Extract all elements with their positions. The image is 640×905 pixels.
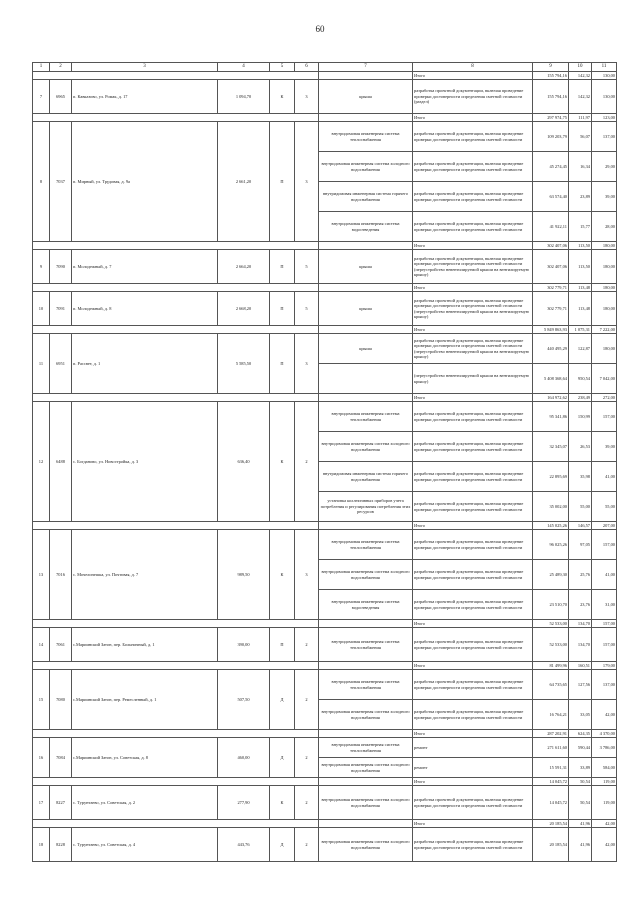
table-row bbox=[33, 250, 617, 284]
house-area: 460,00 bbox=[218, 738, 270, 778]
house-class: Д bbox=[270, 738, 295, 778]
row-number: 17 bbox=[33, 786, 50, 820]
unit-cost: 97,05 bbox=[569, 530, 592, 560]
total-cost: 5 849 863,93 bbox=[533, 326, 569, 334]
total-row bbox=[33, 114, 617, 122]
house-floors: 3 bbox=[295, 334, 319, 394]
cost-value: 155 794,16 bbox=[533, 80, 569, 114]
house-address: с.Мариинский Затон, пер. Больничный, д. 1 bbox=[72, 628, 218, 662]
house-class: К bbox=[270, 402, 295, 522]
unit-cost: 950,54 bbox=[569, 364, 592, 394]
cost-value: 45 274,45 bbox=[533, 152, 569, 182]
unit-cost: 113,48 bbox=[569, 292, 592, 326]
house-code: 7037 bbox=[50, 122, 72, 242]
total-spacer-2 bbox=[319, 778, 413, 786]
total-label: Итого bbox=[413, 778, 533, 786]
limit-cost: 42,00 bbox=[592, 700, 617, 730]
work-type: разработка проектной документации, включая проведение проверки достоверности определения сметной стоимости bbox=[413, 182, 533, 212]
total-cost: 287 202,91 bbox=[533, 730, 569, 738]
system-name: внутридомовая инженерная система теплоснабжения bbox=[319, 670, 413, 700]
total-row bbox=[33, 620, 617, 628]
total-spacer-2 bbox=[319, 242, 413, 250]
house-code: 6965 bbox=[50, 80, 72, 114]
table-row bbox=[33, 122, 617, 152]
column-header: 10 bbox=[569, 63, 592, 72]
unit-cost: 33,89 bbox=[569, 758, 592, 778]
house-floors: 2 bbox=[295, 402, 319, 522]
table-row bbox=[33, 530, 617, 560]
total-spacer-2 bbox=[319, 394, 413, 402]
system-name: внутридомовая инженерная система холодного водоснабжения bbox=[319, 758, 413, 778]
work-type: разработка проектной документации, включая проведение проверки достоверности определения сметной стоимости bbox=[413, 122, 533, 152]
limit-cost: 119,00 bbox=[592, 786, 617, 820]
total-cost: 20 185,54 bbox=[533, 820, 569, 828]
system-name: внутридомовая инженерная система холодного водоснабжения bbox=[319, 828, 413, 862]
house-code: 7061 bbox=[50, 628, 72, 662]
row-number: 12 bbox=[33, 402, 50, 522]
unit-cost: 113,50 bbox=[569, 250, 592, 284]
table-row bbox=[33, 334, 617, 364]
limit-cost: 137,00 bbox=[592, 670, 617, 700]
total-unit-cost: 624,35 bbox=[569, 730, 592, 738]
house-class: П bbox=[270, 292, 295, 326]
cost-value: 96 025,26 bbox=[533, 530, 569, 560]
house-area: 1 094,70 bbox=[218, 80, 270, 114]
total-spacer bbox=[33, 662, 319, 670]
work-type: разработка проектной документации, включая проведение проверки достоверности определения сметной стоимости (переустройство невентилируемой крыши на вентилируемую крышу) bbox=[413, 250, 533, 284]
system-name: внутридомовая инженерная система теплоснабжения bbox=[319, 738, 413, 758]
total-spacer bbox=[33, 778, 319, 786]
total-spacer-2 bbox=[319, 730, 413, 738]
house-class: П bbox=[270, 122, 295, 242]
total-unit-cost: 238,49 bbox=[569, 394, 592, 402]
system-name: внутридомовая инженерная система холодного водоснабжения bbox=[319, 432, 413, 462]
total-label: Итого bbox=[413, 72, 533, 80]
cost-value: 41 922,11 bbox=[533, 212, 569, 242]
row-number: 15 bbox=[33, 670, 50, 730]
column-header: 8 bbox=[413, 63, 533, 72]
system-name: внутридомовая инженерная система теплоснабжения bbox=[319, 628, 413, 662]
total-spacer bbox=[33, 242, 319, 250]
house-area: 5 585,50 bbox=[218, 334, 270, 394]
header-row bbox=[33, 63, 617, 72]
row-number: 7 bbox=[33, 80, 50, 114]
total-unit-cost: 113,50 bbox=[569, 242, 592, 250]
cost-value: 5 408 368,64 bbox=[533, 364, 569, 394]
unit-cost: 33,05 bbox=[569, 700, 592, 730]
house-address: с. Турунтаево, ул. Советская, д. 2 bbox=[72, 786, 218, 820]
table-row bbox=[33, 670, 617, 700]
total-unit-cost: 41,96 bbox=[569, 820, 592, 828]
house-floors: 2 bbox=[295, 738, 319, 778]
unit-cost: 590,44 bbox=[569, 738, 592, 758]
cost-value: 52 533,00 bbox=[533, 628, 569, 662]
unit-cost: 26,53 bbox=[569, 432, 592, 462]
total-spacer bbox=[33, 284, 319, 292]
house-code: 7016 bbox=[50, 530, 72, 620]
unit-cost: 23,89 bbox=[569, 182, 592, 212]
house-area: 2 661,20 bbox=[218, 122, 270, 242]
limit-cost: 137,00 bbox=[592, 122, 617, 152]
total-label: Итого bbox=[413, 326, 533, 334]
cost-value: 35 002,00 bbox=[533, 492, 569, 522]
system-name: внутридомовая инженерная система горячего водоснабжения bbox=[319, 462, 413, 492]
limit-cost: 41,00 bbox=[592, 462, 617, 492]
row-number: 11 bbox=[33, 334, 50, 394]
column-header: 5 bbox=[270, 63, 295, 72]
house-address: с. Турунтаево, ул. Советская, д. 4 bbox=[72, 828, 218, 862]
house-code: 7084 bbox=[50, 738, 72, 778]
system-name: внутридомовая инженерная система горячего водоснабжения bbox=[319, 182, 413, 212]
work-type: разработка проектной документации, включая проведение проверки достоверности определения сметной стоимости bbox=[413, 432, 533, 462]
system-name: крыша bbox=[319, 250, 413, 284]
house-code: 6488 bbox=[50, 402, 72, 522]
unit-cost: 35,98 bbox=[569, 462, 592, 492]
house-class: К bbox=[270, 530, 295, 620]
total-label: Итого bbox=[413, 242, 533, 250]
house-floors: 2 bbox=[295, 786, 319, 820]
total-row bbox=[33, 326, 617, 334]
system-name: внутридомовая инженерная система водоотведения bbox=[319, 590, 413, 620]
cost-value: 15 591,31 bbox=[533, 758, 569, 778]
house-floors: 3 bbox=[295, 122, 319, 242]
total-unit-cost: 146,57 bbox=[569, 522, 592, 530]
table-row bbox=[33, 292, 617, 326]
house-class: К bbox=[270, 786, 295, 820]
house-class: П bbox=[270, 334, 295, 394]
total-cost: 14 045,72 bbox=[533, 778, 569, 786]
house-address: п. Мирный, ул. Трудовая, д. 9а bbox=[72, 122, 218, 242]
total-cost: 302 779,71 bbox=[533, 284, 569, 292]
work-type: разработка проектной документации, включая проведение проверки достоверности определения сметной стоимости bbox=[413, 590, 533, 620]
total-row bbox=[33, 730, 617, 738]
total-spacer-2 bbox=[319, 114, 413, 122]
house-floors: 2 bbox=[295, 828, 319, 862]
column-header: 7 bbox=[319, 63, 413, 72]
column-header: 2 bbox=[50, 63, 72, 72]
total-cost: 164 972,62 bbox=[533, 394, 569, 402]
total-spacer bbox=[33, 730, 319, 738]
work-type: разработка проектной документации, включая проведение проверки достоверности определения сметной стоимости bbox=[413, 786, 533, 820]
limit-cost: 29,00 bbox=[592, 152, 617, 182]
total-spacer-2 bbox=[319, 662, 413, 670]
cost-value: 32 345,07 bbox=[533, 432, 569, 462]
work-type: ремонт bbox=[413, 738, 533, 758]
system-name: внутридомовая инженерная система теплоснабжения bbox=[319, 530, 413, 560]
total-cost: 155 794,16 bbox=[533, 72, 569, 80]
limit-cost: 180,00 bbox=[592, 292, 617, 326]
house-area: 443,76 bbox=[218, 828, 270, 862]
house-address: с.Мариинский Затон, пер. Ремесленный, д. 1 bbox=[72, 670, 218, 730]
house-class: П bbox=[270, 628, 295, 662]
house-area: 507,50 bbox=[218, 670, 270, 730]
total-unit-cost: 142,32 bbox=[569, 72, 592, 80]
cost-value: 95 341,86 bbox=[533, 402, 569, 432]
house-class: Д bbox=[270, 828, 295, 862]
table-row bbox=[33, 828, 617, 862]
row-number: 18 bbox=[33, 828, 50, 862]
unit-cost: 23,76 bbox=[569, 590, 592, 620]
house-area: 989,50 bbox=[218, 530, 270, 620]
work-type: разработка проектной документации, включая проведение проверки достоверности определения сметной стоимости bbox=[413, 402, 533, 432]
total-limit: 272,00 bbox=[592, 394, 617, 402]
house-address: п. Рассвет, д. 1 bbox=[72, 334, 218, 394]
total-cost: 81 499,96 bbox=[533, 662, 569, 670]
house-area: 2 668,20 bbox=[218, 292, 270, 326]
total-row bbox=[33, 72, 617, 80]
table-row bbox=[33, 80, 617, 114]
total-spacer-2 bbox=[319, 72, 413, 80]
total-spacer-2 bbox=[319, 820, 413, 828]
page-number: 60 bbox=[315, 24, 325, 34]
cost-value: 271 611,60 bbox=[533, 738, 569, 758]
total-limit: 119,00 bbox=[592, 778, 617, 786]
unit-cost: 15,77 bbox=[569, 212, 592, 242]
cost-value: 302 407,06 bbox=[533, 250, 569, 284]
house-floors: 5 bbox=[295, 292, 319, 326]
table-row bbox=[33, 738, 617, 758]
limit-cost: 130,00 bbox=[592, 80, 617, 114]
total-limit: 180,00 bbox=[592, 284, 617, 292]
limit-cost: 180,00 bbox=[592, 334, 617, 364]
total-spacer bbox=[33, 820, 319, 828]
unit-cost: 142,32 bbox=[569, 80, 592, 114]
work-type: разработка проектной документации, включая проведение проверки достоверности определения сметной стоимости (переустройство невентилируемой крыши на вентилируемую крышу) bbox=[413, 334, 533, 364]
house-area: 390,00 bbox=[218, 628, 270, 662]
cost-value: 109 203,79 bbox=[533, 122, 569, 152]
total-limit: 157,00 bbox=[592, 620, 617, 628]
total-row bbox=[33, 284, 617, 292]
column-header: 4 bbox=[218, 63, 270, 72]
total-row bbox=[33, 242, 617, 250]
row-number: 13 bbox=[33, 530, 50, 620]
cost-value: 64 735,65 bbox=[533, 670, 569, 700]
total-row bbox=[33, 820, 617, 828]
total-spacer bbox=[33, 522, 319, 530]
total-unit-cost: 1 075,31 bbox=[569, 326, 592, 334]
house-address: с.Мариинский Затон, ул. Советская, д. 8 bbox=[72, 738, 218, 778]
house-address: с. Мочеличешка, ул. Почтовая, д. 7 bbox=[72, 530, 218, 620]
limit-cost: 55,00 bbox=[592, 492, 617, 522]
total-limit: 7 222,00 bbox=[592, 326, 617, 334]
unit-cost: 150,99 bbox=[569, 402, 592, 432]
house-class: П bbox=[270, 250, 295, 284]
total-spacer bbox=[33, 620, 319, 628]
unit-cost: 55,00 bbox=[569, 492, 592, 522]
cost-value: 63 574,40 bbox=[533, 182, 569, 212]
system-name: внутридомовая инженерная система холодного водоснабжения bbox=[319, 700, 413, 730]
limit-cost: 3 786,00 bbox=[592, 738, 617, 758]
work-type: разработка проектной документации, включая проведение проверки достоверности определения сметной стоимости bbox=[413, 628, 533, 662]
column-header: 11 bbox=[592, 63, 617, 72]
unit-cost: 16,34 bbox=[569, 152, 592, 182]
house-code: 7080 bbox=[50, 670, 72, 730]
work-type: разработка проектной документации, включая проведение проверки достоверности определения сметной стоимости bbox=[413, 530, 533, 560]
house-address: п. Кавказово, ул. Ромак, д. 17 bbox=[72, 80, 218, 114]
limit-cost: 7 042,00 bbox=[592, 364, 617, 394]
cost-value: 14 045,72 bbox=[533, 786, 569, 820]
work-type: разработка проектной документации, включая проведение проверки достоверности определения сметной стоимости bbox=[413, 828, 533, 862]
total-unit-cost: 160,51 bbox=[569, 662, 592, 670]
unit-cost: 56,07 bbox=[569, 122, 592, 152]
system-name: внутридомовая инженерная система теплоснабжения bbox=[319, 402, 413, 432]
limit-cost: 31,00 bbox=[592, 590, 617, 620]
total-cost: 302 407,06 bbox=[533, 242, 569, 250]
work-type: разработка проектной документации, включая проведение проверки достоверности определения сметной стоимости bbox=[413, 560, 533, 590]
total-spacer bbox=[33, 114, 319, 122]
table-body bbox=[33, 63, 617, 862]
total-spacer-2 bbox=[319, 620, 413, 628]
work-type: разработка проектной документации, включая проведение проверки достоверности определения сметной стоимости bbox=[413, 700, 533, 730]
limit-cost: 28,00 bbox=[592, 212, 617, 242]
total-limit: 207,00 bbox=[592, 522, 617, 530]
total-limit: 123,00 bbox=[592, 114, 617, 122]
unit-cost: 50,54 bbox=[569, 786, 592, 820]
house-area: 277,90 bbox=[218, 786, 270, 820]
house-code: 8227 bbox=[50, 786, 72, 820]
total-unit-cost: 111,97 bbox=[569, 114, 592, 122]
work-type: разработка проектной документации, включая проведение проверки достоверности определения сметной стоимости bbox=[413, 212, 533, 242]
cost-value: 25 489,30 bbox=[533, 560, 569, 590]
column-header: 9 bbox=[533, 63, 569, 72]
total-label: Итого bbox=[413, 114, 533, 122]
house-floors: 2 bbox=[295, 670, 319, 730]
total-label: Итого bbox=[413, 394, 533, 402]
limit-cost: 42,00 bbox=[592, 828, 617, 862]
work-type: разработка проектной документации, включая проведение проверки достоверности определения сметной стоимости bbox=[413, 462, 533, 492]
house-address: п. Молодежный, д. 8 bbox=[72, 292, 218, 326]
column-header: 1 bbox=[33, 63, 50, 72]
system-name: внутридомовая инженерная система холодного водоснабжения bbox=[319, 786, 413, 820]
limit-cost: 584,00 bbox=[592, 758, 617, 778]
total-label: Итого bbox=[413, 284, 533, 292]
system-name: внутридомовая инженерная система теплоснабжения bbox=[319, 122, 413, 152]
limit-cost: 157,00 bbox=[592, 628, 617, 662]
row-number: 8 bbox=[33, 122, 50, 242]
limit-cost: 180,00 bbox=[592, 250, 617, 284]
total-spacer-2 bbox=[319, 522, 413, 530]
house-floors: 2 bbox=[295, 628, 319, 662]
total-spacer-2 bbox=[319, 326, 413, 334]
total-spacer bbox=[33, 394, 319, 402]
total-limit: 179,00 bbox=[592, 662, 617, 670]
work-type: (переустройство невентилируемой крыши на вентилируемую крышу) bbox=[413, 364, 533, 394]
total-row bbox=[33, 662, 617, 670]
total-spacer bbox=[33, 72, 319, 80]
total-label: Итого bbox=[413, 820, 533, 828]
limit-cost: 157,00 bbox=[592, 530, 617, 560]
system-name: крыша bbox=[319, 80, 413, 114]
column-header: 6 bbox=[295, 63, 319, 72]
work-type: разработка проектной документации, включая проведение проверки достоверности определения сметной стоимости bbox=[413, 152, 533, 182]
total-label: Итого bbox=[413, 522, 533, 530]
table-row bbox=[33, 628, 617, 662]
total-row bbox=[33, 778, 617, 786]
limit-cost: 39,00 bbox=[592, 182, 617, 212]
column-header: 3 bbox=[72, 63, 218, 72]
house-class: Д bbox=[270, 670, 295, 730]
work-type: разработка проектной документации, включая проведение проверки достоверности определения сметной стоимости bbox=[413, 670, 533, 700]
total-limit: 130,00 bbox=[592, 72, 617, 80]
system-name: внутридомовая инженерная система водоотведения bbox=[319, 212, 413, 242]
cost-value: 22 895,69 bbox=[533, 462, 569, 492]
total-row bbox=[33, 522, 617, 530]
house-code: 8228 bbox=[50, 828, 72, 862]
house-code: 7091 bbox=[50, 292, 72, 326]
unit-cost: 127,56 bbox=[569, 670, 592, 700]
house-address: п. Молодежный, д. 7 bbox=[72, 250, 218, 284]
unit-cost: 41,96 bbox=[569, 828, 592, 862]
cost-value: 16 764,21 bbox=[533, 700, 569, 730]
total-unit-cost: 113,48 bbox=[569, 284, 592, 292]
total-cost: 297 974,75 bbox=[533, 114, 569, 122]
total-cost: 145 025,26 bbox=[533, 522, 569, 530]
row-number: 14 bbox=[33, 628, 50, 662]
house-floors: 3 bbox=[295, 530, 319, 620]
total-cost: 52 533,00 bbox=[533, 620, 569, 628]
cost-value: 23 510,70 bbox=[533, 590, 569, 620]
system-name: установка коллективных приборов учета потребления и регулирования потребления этих ресурсов bbox=[319, 492, 413, 522]
house-area: 2 664,20 bbox=[218, 250, 270, 284]
total-label: Итого bbox=[413, 730, 533, 738]
house-floors: 3 bbox=[295, 80, 319, 114]
work-type: разработка проектной документации, включая проведение проверки достоверности определения сметной стоимости (раздел) bbox=[413, 80, 533, 114]
table-row bbox=[33, 402, 617, 432]
house-code: 7090 bbox=[50, 250, 72, 284]
system-name: внутридомовая инженерная система холодного водоснабжения bbox=[319, 152, 413, 182]
work-type: ремонт bbox=[413, 758, 533, 778]
cost-value: 20 185,54 bbox=[533, 828, 569, 862]
cost-value: 302 779,71 bbox=[533, 292, 569, 326]
total-label: Итого bbox=[413, 620, 533, 628]
system-name: крыша bbox=[319, 292, 413, 326]
house-address: с. Богданово, ул. Новостройка, д. 3 bbox=[72, 402, 218, 522]
capital-repair-table bbox=[32, 62, 617, 862]
house-area: 636,40 bbox=[218, 402, 270, 522]
row-number: 9 bbox=[33, 250, 50, 284]
total-row bbox=[33, 394, 617, 402]
total-spacer bbox=[33, 326, 319, 334]
unit-cost: 134,70 bbox=[569, 628, 592, 662]
house-code: 6951 bbox=[50, 334, 72, 394]
total-limit: 42,00 bbox=[592, 820, 617, 828]
house-class: К bbox=[270, 80, 295, 114]
total-limit: 180,00 bbox=[592, 242, 617, 250]
cost-value: 440 495,29 bbox=[533, 334, 569, 364]
system-name: крыша bbox=[319, 334, 413, 364]
total-spacer-2 bbox=[319, 284, 413, 292]
house-floors: 5 bbox=[295, 250, 319, 284]
limit-cost: 157,00 bbox=[592, 402, 617, 432]
unit-cost: 122,87 bbox=[569, 334, 592, 364]
table-row bbox=[33, 786, 617, 820]
row-number: 16 bbox=[33, 738, 50, 778]
row-number: 10 bbox=[33, 292, 50, 326]
limit-cost: 39,00 bbox=[592, 432, 617, 462]
total-label: Итого bbox=[413, 662, 533, 670]
total-unit-cost: 134,70 bbox=[569, 620, 592, 628]
limit-cost: 41,00 bbox=[592, 560, 617, 590]
total-limit: 4 370,00 bbox=[592, 730, 617, 738]
system-name bbox=[319, 364, 413, 394]
system-name: внутридомовая инженерная система холодного водоснабжения bbox=[319, 560, 413, 590]
work-type: разработка проектной документации, включая проведение проверки достоверности определения сметной стоимости bbox=[413, 492, 533, 522]
total-unit-cost: 50,54 bbox=[569, 778, 592, 786]
work-type: разработка проектной документации, включая проведение проверки достоверности определения сметной стоимости (переустройство невентилируемой крыши на вентилируемую крышу) bbox=[413, 292, 533, 326]
unit-cost: 25,76 bbox=[569, 560, 592, 590]
